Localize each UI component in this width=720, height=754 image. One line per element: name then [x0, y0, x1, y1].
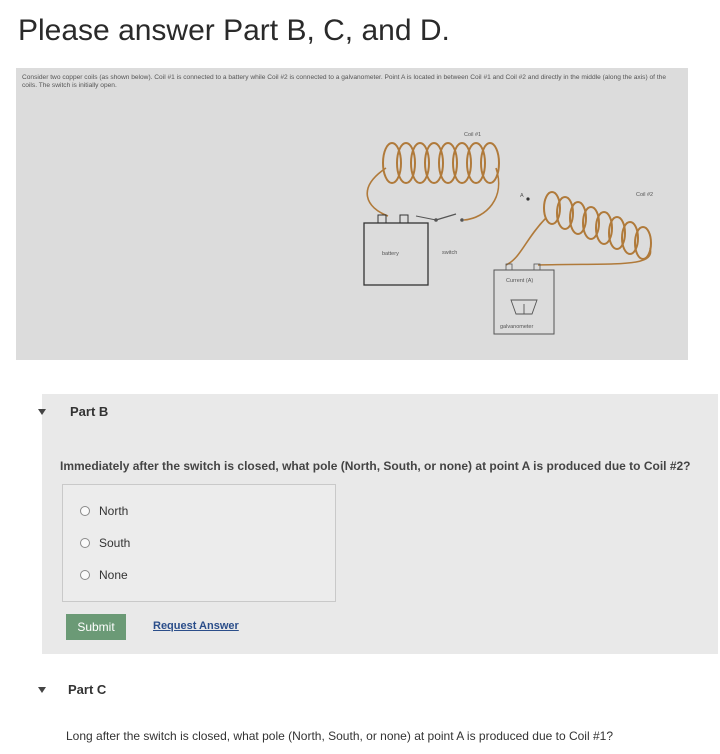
part-c-label: Part C	[68, 682, 107, 697]
request-answer-link[interactable]: Request Answer	[153, 620, 239, 632]
option-south[interactable]	[80, 536, 130, 550]
coil-1	[383, 143, 499, 183]
option-north-label: North	[99, 504, 129, 518]
current-label: Current (A)	[506, 278, 534, 284]
part-b-header[interactable]	[38, 404, 108, 419]
submit-button[interactable]: Submit	[66, 614, 126, 640]
galvanometer-label: galvanometer	[500, 324, 534, 330]
point-a-label: A	[520, 193, 524, 199]
radio-north[interactable]	[80, 506, 90, 516]
coil-2-label: Coil #2	[636, 192, 654, 198]
part-b-label: Part B	[70, 404, 109, 419]
collapse-caret-icon[interactable]	[38, 687, 46, 693]
page-title: Please answer Part B, C, and D.	[18, 14, 450, 47]
part-b-question: Immediately after the switch is closed, what pole (North, South, or none) at point A is produced due to Coil #2?	[60, 459, 691, 473]
coil-circuit-figure	[16, 68, 688, 360]
part-c-header[interactable]	[38, 682, 106, 697]
radio-none[interactable]	[80, 570, 90, 580]
part-c-question: Long after the switch is closed, what pole (North, South, or none) at point A is produced due to Coil #1?	[66, 729, 613, 743]
problem-panel	[16, 68, 688, 360]
option-south-label: South	[99, 536, 131, 550]
problem-statement: Consider two copper coils (as shown below). Coil #1 is connected to a battery while Coil #2 is connected to a galvanometer. Point A is located in between Coil #1 and Coil #2 and directly in the middle (along the axis) of the coils. The switch is initially open.	[22, 74, 666, 89]
option-north[interactable]	[80, 504, 128, 518]
option-none[interactable]	[80, 568, 128, 582]
collapse-caret-icon[interactable]	[38, 409, 46, 415]
switch-label: switch	[442, 250, 458, 256]
battery-label: battery	[382, 251, 399, 257]
coil-2	[544, 192, 654, 259]
radio-south[interactable]	[80, 538, 90, 548]
option-none-label: None	[99, 568, 128, 582]
coil-1-label: Coil #1	[464, 132, 482, 138]
